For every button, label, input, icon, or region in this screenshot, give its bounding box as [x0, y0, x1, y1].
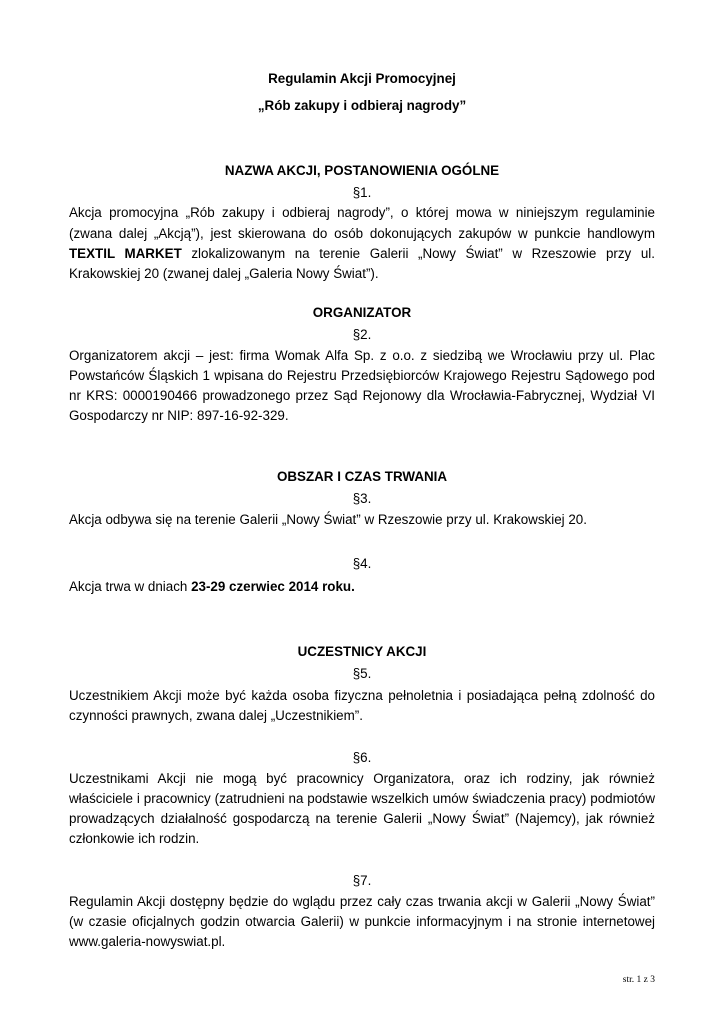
section-heading-area-time: OBSZAR I CZAS TRWANIA [276, 469, 448, 484]
document-page [69, 0, 655, 1024]
paragraph-1-line-1: Akcja promocyjna „Rób zakupy i odbieraj nagrody”, o której mowa w niniejszym regulaminie [69, 205, 655, 220]
paragraph-number-1: §1. [352, 185, 372, 200]
paragraph-number-5: §5. [352, 666, 372, 681]
paragraph-2-line-3: nr KRS: 0000190466 prowadzonego przez Sąd Rejonowy dla Wrocławia-Fabrycznej, Wydział VI [69, 388, 655, 403]
paragraph-number-7: §7. [352, 873, 372, 888]
paragraph-2-line-2: Powstańców Śląskich 1 wpisana do Rejestru Przedsiębiorców Krajowego Rejestru Sądowego pod [69, 368, 655, 383]
section-heading-organizer: ORGANIZATOR [312, 305, 412, 320]
page-number: str. 1 z 3 [622, 975, 655, 985]
paragraph-5-line-2: czynności prawnych, zwana dalej „Uczestnikiem”. [69, 708, 363, 723]
section-heading-general: NAZWA AKCJI, POSTANOWIENIA OGÓLNE [224, 163, 500, 178]
paragraph-6-line-2: właściciele i pracownicy (zatrudnieni na podstawie wszelkich umów świadczenia pracy) podmiotów [69, 791, 655, 806]
paragraph-7-line-3: www.galeria-nowyswiat.pl. [69, 934, 226, 949]
paragraph-1-line-3 [69, 243, 655, 264]
paragraph-6-line-3: prowadzących działalność gospodarczą na terenie Galerii „Nowy Świat” (Najemcy), jak również [69, 811, 655, 826]
store-name: TEXTIL MARKET [69, 246, 182, 261]
paragraph-number-6: §6. [352, 750, 372, 765]
paragraph-4-line-1 [69, 576, 655, 597]
action-dates: 23-29 czerwiec 2014 roku. [191, 579, 355, 594]
paragraph-1-line-3-rest: zlokalizowanym na terenie Galerii „Nowy Świat” w Rzeszowie przy ul. [181, 246, 655, 261]
paragraph-number-4: §4. [352, 556, 372, 571]
paragraph-5-line-1: Uczestnikiem Akcji może być każda osoba fizyczna pełnoletnia i posiadająca pełną zdolność do [69, 688, 655, 703]
paragraph-1-line-2: (zwana dalej „Akcją”), jest skierowana do osób dokonujących zakupów w punkcie handlowym [69, 226, 655, 241]
document-subtitle: „Rób zakupy i odbieraj nagrody” [257, 98, 467, 113]
section-heading-participants: UCZESTNICY AKCJI [297, 644, 427, 659]
paragraph-1-line-4: Krakowskiej 20 (zwanej dalej „Galeria Nowy Świat”). [69, 266, 379, 281]
paragraph-2-line-4: Gospodarczy nr NIP: 897-16-92-329. [69, 408, 289, 423]
paragraph-7-line-1: Regulamin Akcji dostępny będzie do wglądu przez cały czas trwania akcji w Galerii „Nowy Świat” [69, 894, 655, 909]
paragraph-number-2: §2. [352, 327, 372, 342]
paragraph-number-3: §3. [352, 491, 372, 506]
paragraph-6-line-1: Uczestnikami Akcji nie mogą być pracownicy Organizatora, oraz ich rodziny, jak również [69, 771, 655, 786]
paragraph-3-line-1: Akcja odbywa się na terenie Galerii „Nowy Świat” w Rzeszowie przy ul. Krakowskiej 20. [69, 512, 587, 527]
document-title: Regulamin Akcji Promocyjnej [268, 71, 456, 86]
paragraph-2-line-1: Organizatorem akcji – jest: firma Womak Alfa Sp. z o.o. z siedzibą we Wrocławiu przy ul. Plac [69, 348, 655, 363]
paragraph-4-text: Akcja trwa w dniach [69, 579, 192, 594]
paragraph-7-line-2: (w czasie oficjalnych godzin otwarcia Galerii) w punkcie informacyjnym i na stronie internetowej [69, 914, 655, 929]
paragraph-6-line-4: członkowie ich rodzin. [69, 831, 200, 846]
